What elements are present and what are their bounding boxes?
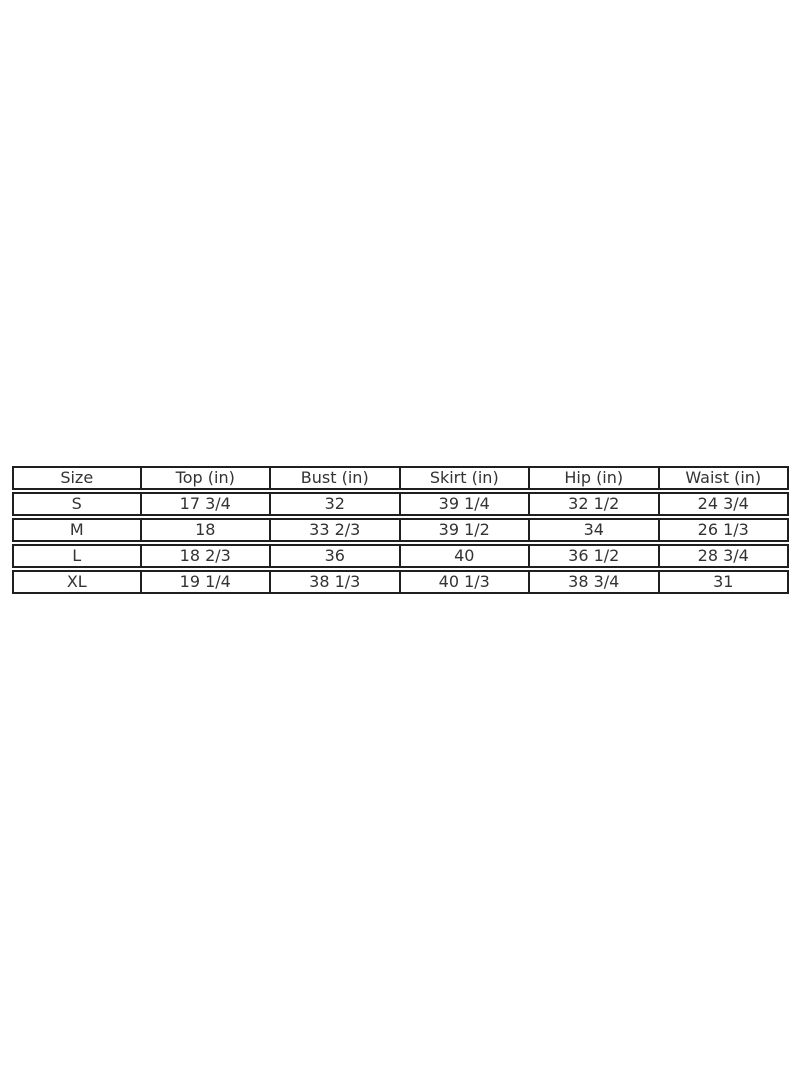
measurement-cell: 17 3/4 — [142, 492, 272, 516]
measurement-cell: 18 2/3 — [142, 544, 272, 568]
measurement-cell: 39 1/4 — [401, 492, 531, 516]
measurement-cell: 32 1/2 — [530, 492, 660, 516]
header-row — [12, 466, 789, 490]
measurement-cell: 38 3/4 — [530, 570, 660, 594]
measurement-cell: 33 2/3 — [271, 518, 401, 542]
measurement-cell: 24 3/4 — [660, 492, 790, 516]
table-row-l — [12, 544, 789, 568]
column-header-skirt-in: Skirt (in) — [401, 466, 531, 490]
size-label: S — [12, 492, 142, 516]
column-header-size: Size — [12, 466, 142, 490]
table-row-xl — [12, 570, 789, 594]
measurement-cell: 31 — [660, 570, 790, 594]
column-header-waist-in: Waist (in) — [660, 466, 790, 490]
column-header-hip-in: Hip (in) — [530, 466, 660, 490]
table-row-s — [12, 492, 789, 516]
size-label: L — [12, 544, 142, 568]
size-chart-table — [12, 464, 789, 596]
size-label: XL — [12, 570, 142, 594]
size-chart-header — [12, 466, 789, 490]
measurement-cell: 40 1/3 — [401, 570, 531, 594]
column-header-top-in: Top (in) — [142, 466, 272, 490]
measurement-cell: 34 — [530, 518, 660, 542]
column-header-bust-in: Bust (in) — [271, 466, 401, 490]
measurement-cell: 26 1/3 — [660, 518, 790, 542]
measurement-cell: 40 — [401, 544, 531, 568]
size-label: M — [12, 518, 142, 542]
measurement-cell: 28 3/4 — [660, 544, 790, 568]
measurement-cell: 19 1/4 — [142, 570, 272, 594]
measurement-cell: 38 1/3 — [271, 570, 401, 594]
measurement-cell: 36 — [271, 544, 401, 568]
size-chart-body — [12, 492, 789, 594]
measurement-cell: 18 — [142, 518, 272, 542]
measurement-cell: 36 1/2 — [530, 544, 660, 568]
size-chart-container — [12, 464, 789, 596]
measurement-cell: 39 1/2 — [401, 518, 531, 542]
table-row-m — [12, 518, 789, 542]
measurement-cell: 32 — [271, 492, 401, 516]
